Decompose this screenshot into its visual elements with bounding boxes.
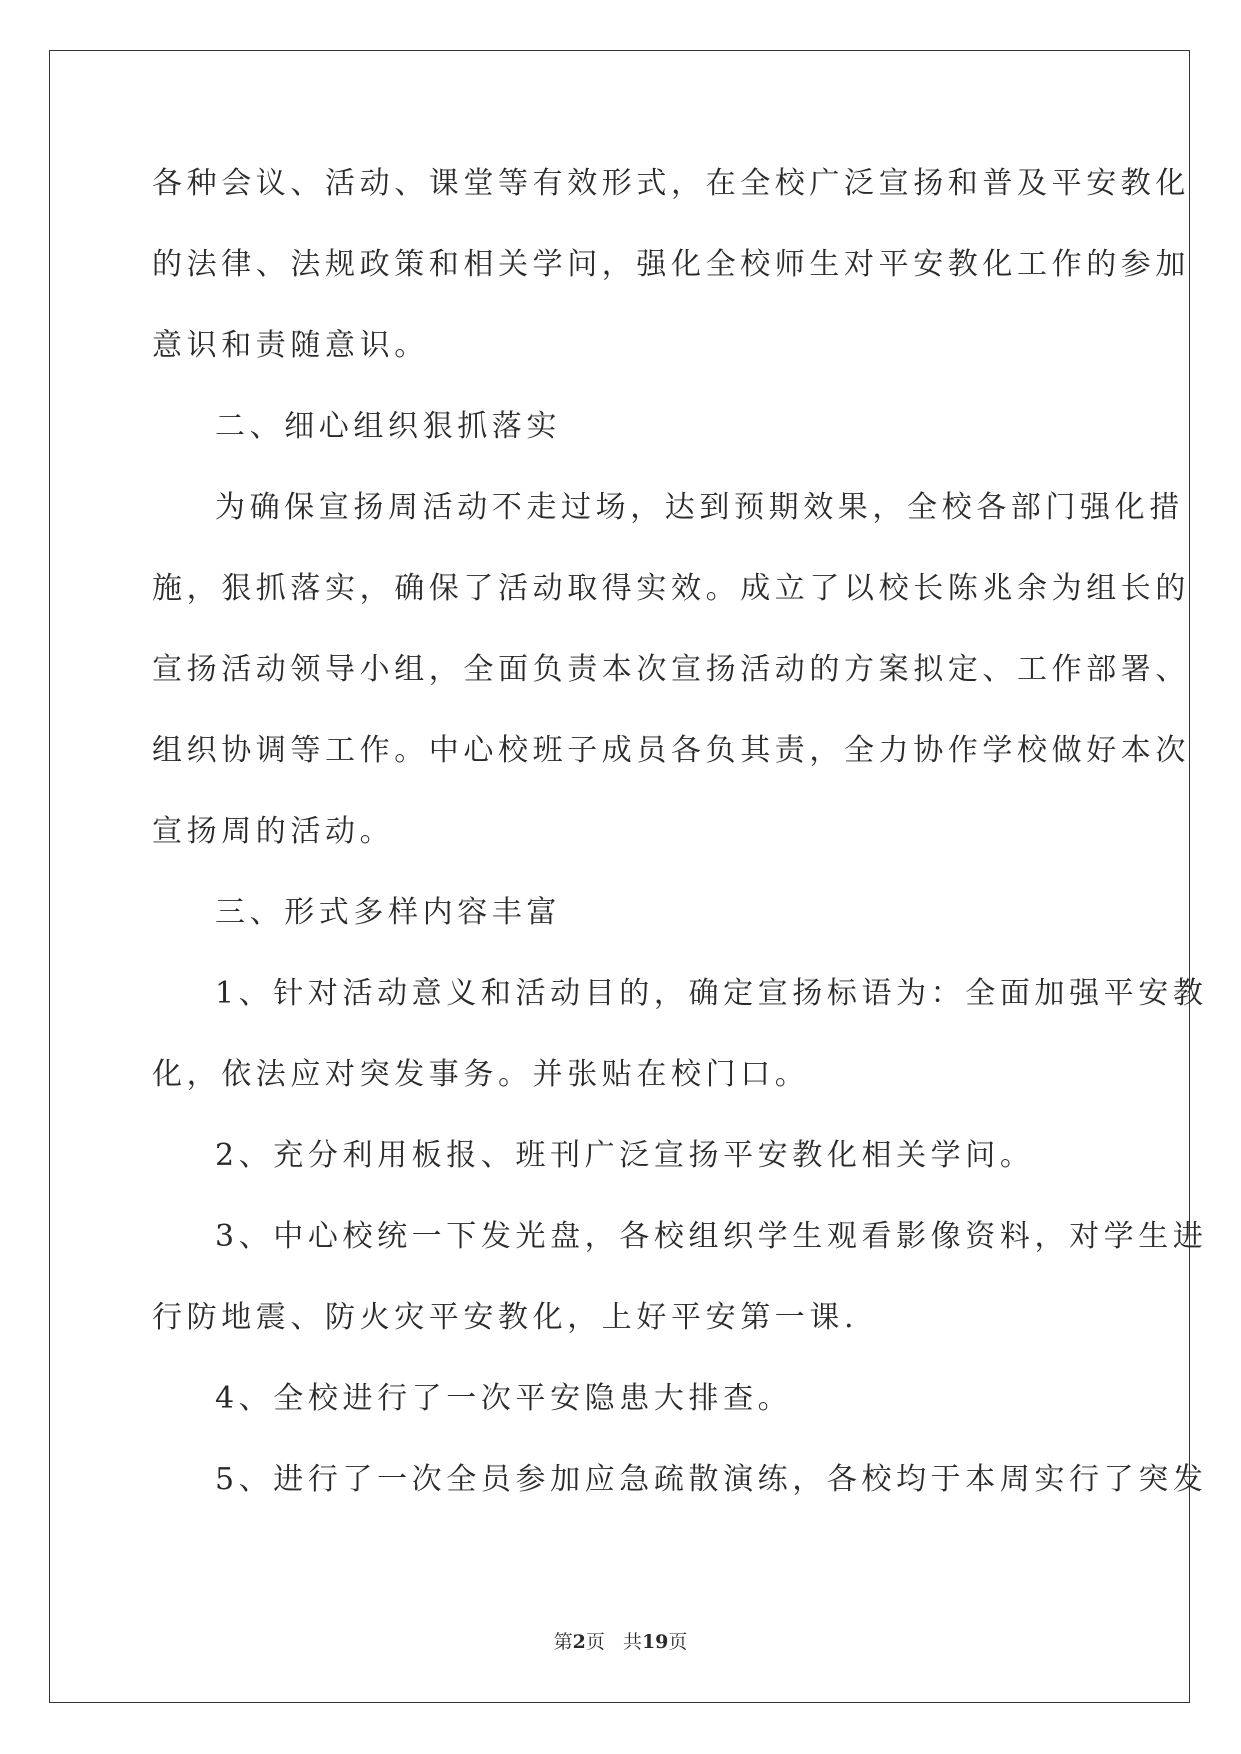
text-line: 的法律、法规政策和相关学问，强化全校师生对平安教化工作的参加: [152, 247, 1190, 282]
document-body: [152, 164, 1208, 1500]
text-line: 行防地震、防火灾平安教化，上好平安第一课.: [152, 1300, 859, 1335]
text-line: 为确保宣扬周活动不走过场，达到预期效果，全校各部门强化措: [215, 490, 1184, 525]
list-item: 1、针对活动意义和活动目的，确定宣扬标语为：全面加强平安教: [215, 976, 1208, 1011]
page-suffix: 页: [668, 1631, 688, 1653]
list-item: 4、全校进行了一次平安隐患大排查。: [215, 1381, 793, 1416]
text-line: 各种会议、活动、课堂等有效形式，在全校广泛宣扬和普及平安教化: [152, 166, 1190, 201]
section-heading: 二、细心组织狠抓落实: [215, 409, 561, 444]
current-page-number: 2: [572, 1631, 586, 1653]
list-item: 3、中心校统一下发光盘，各校组织学生观看影像资料，对学生进: [215, 1219, 1208, 1254]
text-line: 宣扬周的活动。: [152, 814, 395, 849]
list-item: 2、充分利用板报、班刊广泛宣扬平安教化相关学问。: [215, 1138, 1035, 1173]
list-item: 5、进行了一次全员参加应急疏散演练，各校均于本周实行了突发: [215, 1462, 1208, 1497]
section-heading: 三、形式多样内容丰富: [215, 895, 561, 930]
text-line: 化，依法应对突发事务。并张贴在校门口。: [152, 1057, 810, 1092]
text-line: 组织协调等工作。中心校班子成员各负其责，全力协作学校做好本次: [152, 733, 1190, 768]
text-line: 施，狠抓落实，确保了活动取得实效。成立了以校长陈兆余为组长的: [152, 571, 1190, 606]
text-line: 宣扬活动领导小组，全面负责本次宣扬活动的方案拟定、工作部署、: [152, 652, 1190, 687]
page-prefix: 第: [553, 1631, 573, 1653]
total-page-number: 19: [641, 1631, 669, 1653]
page-mid: 页 共: [585, 1631, 642, 1653]
page-footer: [0, 1627, 1241, 1654]
text-line: 意识和责随意识。: [152, 328, 429, 363]
